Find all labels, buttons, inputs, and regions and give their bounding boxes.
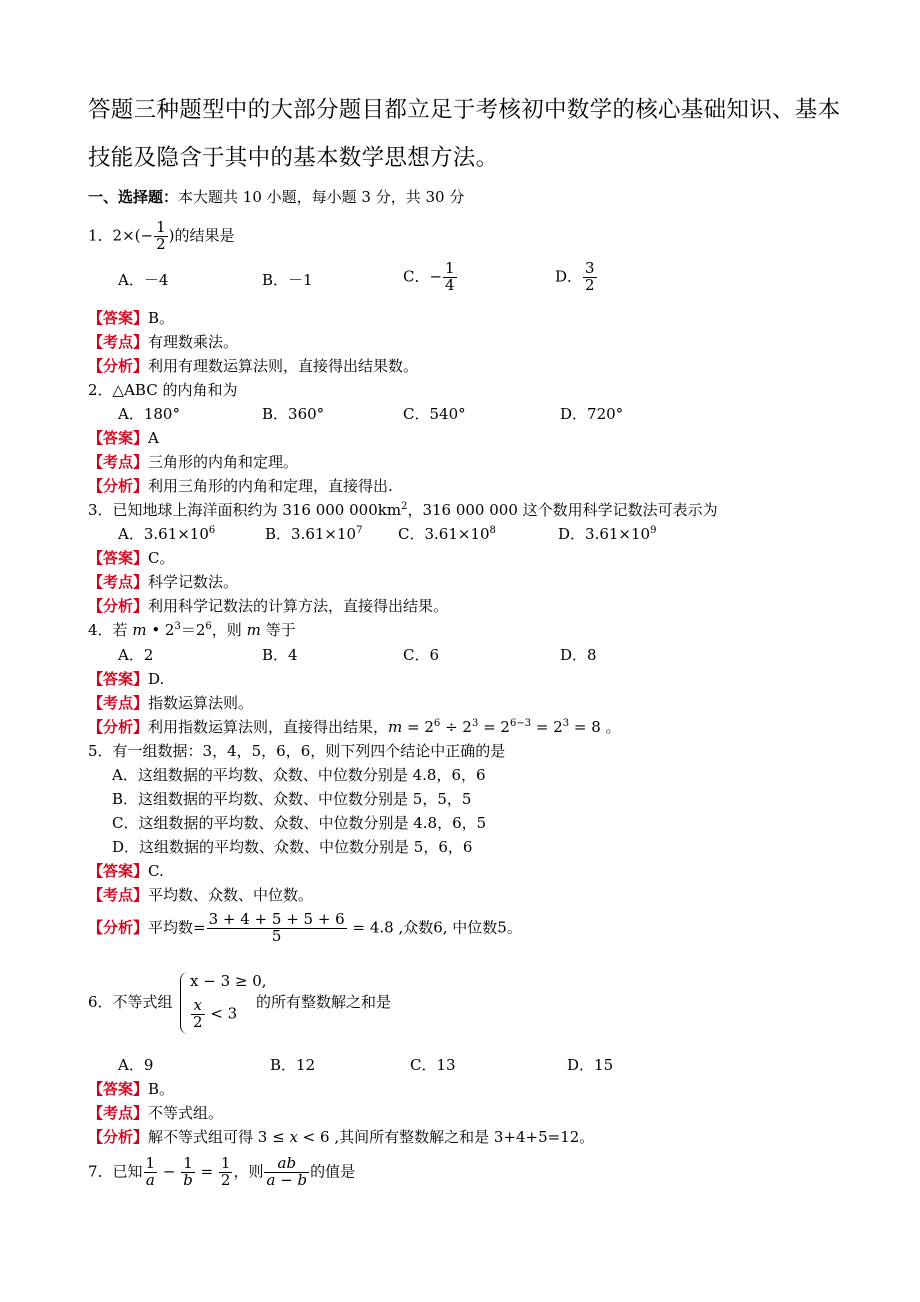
question-4-stem bbox=[88, 620, 296, 640]
q1-option-d bbox=[555, 261, 598, 294]
q5-option-a: A．这组数据的平均数、众数、中位数分别是 4.8，6，6 bbox=[112, 766, 486, 784]
point-label: 【考点】 bbox=[88, 694, 149, 712]
question-6-num: 6．不等式组 bbox=[88, 993, 173, 1011]
q5-analysis-pre: 平均数= bbox=[148, 918, 206, 937]
intro-paragraph: 答题三种题型中的大部分题目都立足于考核初中数学的核心基础知识、基本技能及隐含于其中的基本数学思想方法。 bbox=[88, 97, 841, 171]
q5-analysis bbox=[88, 912, 522, 945]
q4-point bbox=[88, 693, 253, 713]
q7-tail: 的值是 bbox=[310, 1162, 356, 1181]
question-3-stem bbox=[88, 500, 718, 520]
q4-answer-text: D. bbox=[148, 670, 165, 688]
q7-frac-1 bbox=[144, 1156, 158, 1189]
q1-c-den: 4 bbox=[445, 275, 455, 294]
q3-answer bbox=[88, 548, 175, 568]
q2-answer bbox=[88, 428, 159, 448]
q7-f4-num: ab bbox=[264, 1156, 309, 1173]
analysis-label: 【分析】 bbox=[88, 718, 149, 736]
q2-option-c: C．540° bbox=[403, 405, 466, 423]
q1-point bbox=[88, 332, 238, 352]
q3-c-sup: 8 bbox=[489, 525, 496, 536]
q1-d-fraction bbox=[583, 261, 597, 294]
q4-tail2: 等于 bbox=[260, 621, 296, 639]
q5-frac-den: 5 bbox=[271, 926, 282, 945]
q6-analysis bbox=[88, 1127, 594, 1147]
q5-point-text: 平均数、众数、中位数。 bbox=[148, 886, 314, 904]
q7-num: 7．已知 bbox=[88, 1162, 143, 1181]
q7-frac-2 bbox=[181, 1156, 195, 1189]
q1-expr-post: ) bbox=[168, 226, 175, 245]
q4-formula-div: ÷ 2 bbox=[440, 718, 472, 736]
q2-option-d: D．720° bbox=[560, 405, 624, 423]
q6-option-a: A．9 bbox=[118, 1056, 154, 1074]
section-title: 一、选择题： bbox=[88, 188, 179, 206]
answer-label: 【答案】 bbox=[88, 670, 149, 688]
q4-var-2: m bbox=[246, 621, 261, 639]
answer-label: 【答案】 bbox=[88, 1080, 149, 1098]
analysis-label: 【分析】 bbox=[88, 477, 149, 495]
q1-frac-den: 2 bbox=[156, 234, 166, 253]
q1-stem-tail: 的结果是 bbox=[174, 226, 235, 245]
analysis-label: 【分析】 bbox=[88, 918, 149, 937]
analysis-label: 【分析】 bbox=[88, 597, 149, 615]
q6-analysis-post: < 6 ,其间所有整数解之和是 3+4+5=12。 bbox=[297, 1128, 595, 1146]
q4-tail1: ，则 bbox=[211, 621, 247, 639]
point-label: 【考点】 bbox=[88, 886, 149, 904]
q1-c-num: 1 bbox=[445, 259, 455, 277]
q7-f3-num: 1 bbox=[220, 1154, 231, 1172]
question-7-stem bbox=[88, 1156, 355, 1189]
q3-point bbox=[88, 572, 238, 592]
q2-answer-text: A bbox=[148, 429, 159, 447]
section-heading bbox=[88, 187, 464, 207]
q3-a-sup: 6 bbox=[208, 525, 216, 536]
q6-system-line-1: x − 3 ≥ 0, bbox=[190, 972, 267, 990]
q2-option-a: A．180° bbox=[118, 405, 180, 423]
q5-analysis-post: = 4.8 ,众数6, 中位数5。 bbox=[347, 918, 522, 937]
q3-option-d bbox=[558, 524, 656, 544]
q1-analysis bbox=[88, 356, 418, 376]
q4-option-b: B．4 bbox=[262, 646, 298, 664]
q4-formula-lhs: m bbox=[388, 718, 403, 736]
q6-analysis-var: x bbox=[289, 1128, 298, 1146]
q7-f3-den: 2 bbox=[220, 1170, 231, 1189]
q5-frac-num: 3 + 4 + 5 + 5 + 6 bbox=[208, 910, 345, 928]
question-1-stem bbox=[88, 220, 235, 253]
q1-frac-num: 1 bbox=[156, 218, 166, 236]
point-label: 【考点】 bbox=[88, 333, 149, 351]
q1-c-pre: C．− bbox=[403, 267, 443, 286]
q4-mid: • 2 bbox=[146, 621, 175, 639]
section-desc: 本大题共 10 小题，每小题 3 分，共 30 分 bbox=[178, 188, 465, 206]
q6-answer bbox=[88, 1079, 174, 1099]
q6-sys-post: < 3 bbox=[205, 1004, 238, 1023]
q3-d-text: D．3.61×10 bbox=[558, 525, 651, 543]
q6-stem-tail: 的所有整数解之和是 bbox=[256, 993, 392, 1011]
answer-label: 【答案】 bbox=[88, 549, 149, 567]
q3-stem-sup: 2 bbox=[401, 501, 408, 512]
q3-stem-pre: 3．已知地球上海洋面积约为 316 000 000km bbox=[88, 501, 402, 519]
q1-d-den: 2 bbox=[585, 275, 595, 294]
q4-point-text: 指数运算法则。 bbox=[148, 694, 254, 712]
q4-formula-s3: 6−3 bbox=[509, 718, 532, 729]
q4-eq: ＝2 bbox=[180, 621, 206, 639]
q5-fraction bbox=[207, 912, 347, 945]
q6-sys-den: 2 bbox=[193, 1012, 203, 1031]
q3-option-c bbox=[398, 524, 496, 544]
q3-c-text: C．3.61×10 bbox=[398, 525, 490, 543]
q7-frac-4 bbox=[264, 1156, 309, 1189]
q2-point bbox=[88, 452, 298, 472]
q3-b-text: B．3.61×10 bbox=[265, 525, 357, 543]
q7-frac-3 bbox=[219, 1156, 233, 1189]
q4-analysis-text: 利用指数运算法则，直接得出结果， bbox=[148, 718, 389, 736]
point-label: 【考点】 bbox=[88, 1104, 149, 1122]
q1-answer bbox=[88, 308, 174, 328]
answer-label: 【答案】 bbox=[88, 309, 149, 327]
q4-option-c: C．6 bbox=[403, 646, 440, 664]
q2-point-text: 三角形的内角和定理。 bbox=[148, 453, 299, 471]
q1-fraction bbox=[154, 220, 168, 253]
q4-formula-s1: 6 bbox=[433, 718, 441, 729]
q1-analysis-text: 利用有理数运算法则，直接得出结果数。 bbox=[148, 357, 419, 375]
q6-sys-fraction bbox=[191, 998, 205, 1031]
q6-answer-text: B。 bbox=[148, 1080, 175, 1098]
q1-option-c bbox=[403, 261, 458, 294]
q4-option-d: D．8 bbox=[560, 646, 597, 664]
q3-answer-text: C。 bbox=[148, 549, 175, 567]
q1-point-text: 有理数乘法。 bbox=[148, 333, 239, 351]
q2-analysis-text: 利用三角形的内角和定理，直接得出. bbox=[148, 477, 393, 495]
q7-mid: ，则 bbox=[233, 1162, 264, 1181]
q5-answer bbox=[88, 861, 164, 881]
q6-option-b: B．12 bbox=[270, 1056, 316, 1074]
question-2-stem: 2．△ABC 的内角和为 bbox=[88, 381, 238, 399]
q4-formula-s2: 3 bbox=[471, 718, 479, 729]
q4-sup1: 3 bbox=[174, 621, 181, 632]
q7-f1-den: a bbox=[145, 1170, 155, 1189]
q3-option-b bbox=[265, 524, 362, 544]
q4-formula-eq2: = 2 bbox=[478, 718, 510, 736]
q5-option-b: B．这组数据的平均数、众数、中位数分别是 5，5，5 bbox=[112, 790, 472, 808]
q1-d-num: 3 bbox=[585, 259, 595, 277]
point-label: 【考点】 bbox=[88, 573, 149, 591]
q5-option-d: D．这组数据的平均数、众数、中位数分别是 5，6，6 bbox=[112, 838, 473, 856]
q6-option-d: D．15 bbox=[567, 1056, 614, 1074]
q6-sys-num: x bbox=[191, 998, 205, 1015]
q7-eq: = bbox=[195, 1162, 218, 1181]
q4-formula-s4: 3 bbox=[562, 718, 570, 729]
q5-option-c: C．这组数据的平均数、众数、中位数分别是 4.8，6，5 bbox=[112, 814, 487, 832]
q4-answer bbox=[88, 669, 164, 689]
q7-minus: − bbox=[158, 1162, 181, 1181]
q6-system-line-2 bbox=[190, 998, 237, 1031]
q3-a-text: A．3.61×10 bbox=[118, 525, 209, 543]
q1-d-pre: D． bbox=[555, 267, 583, 286]
q4-option-a: A．2 bbox=[118, 646, 154, 664]
q3-option-a bbox=[118, 524, 215, 544]
q3-point-text: 科学记数法。 bbox=[148, 573, 239, 591]
q3-b-sup: 7 bbox=[356, 525, 363, 536]
q4-formula-eq3: = 2 bbox=[531, 718, 563, 736]
q1-expr-pre: 2×(− bbox=[112, 226, 154, 245]
q1-option-a: A．－4 bbox=[118, 271, 169, 289]
q6-point bbox=[88, 1103, 223, 1123]
q4-num: 4．若 bbox=[88, 621, 133, 639]
q1-num: 1． bbox=[88, 226, 113, 245]
q1-option-b: B．－1 bbox=[262, 271, 313, 289]
q3-d-sup: 9 bbox=[650, 525, 657, 536]
q4-analysis bbox=[88, 717, 621, 737]
answer-label: 【答案】 bbox=[88, 429, 149, 447]
q2-analysis bbox=[88, 476, 393, 496]
q7-f2-den: b bbox=[183, 1170, 193, 1189]
q4-var: m bbox=[132, 621, 147, 639]
q4-formula-tail: = 8 。 bbox=[569, 718, 621, 736]
q3-analysis bbox=[88, 596, 448, 616]
point-label: 【考点】 bbox=[88, 453, 149, 471]
analysis-label: 【分析】 bbox=[88, 357, 149, 375]
q6-option-c: C．13 bbox=[410, 1056, 456, 1074]
q1-c-fraction bbox=[443, 261, 457, 294]
q7-f1-num: 1 bbox=[145, 1154, 156, 1172]
q6-analysis-pre: 解不等式组可得 3 ≤ bbox=[148, 1128, 290, 1146]
q5-point bbox=[88, 885, 313, 905]
q6-point-text: 不等式组。 bbox=[148, 1104, 224, 1122]
question-5-stem: 5．有一组数据：3，4，5，6，6，则下列四个结论中正确的是 bbox=[88, 742, 506, 760]
q1-answer-text: B。 bbox=[148, 309, 175, 327]
answer-label: 【答案】 bbox=[88, 862, 149, 880]
q7-f4-den: a − b bbox=[266, 1170, 308, 1189]
q4-formula-eq1: = 2 bbox=[402, 718, 434, 736]
analysis-label: 【分析】 bbox=[88, 1128, 149, 1146]
q4-sup2: 6 bbox=[205, 621, 212, 632]
q3-stem-post: ，316 000 000 这个数用科学记数法可表示为 bbox=[407, 501, 718, 519]
q2-option-b: B．360° bbox=[262, 405, 325, 423]
q3-analysis-text: 利用科学记数法的计算方法，直接得出结果。 bbox=[148, 597, 449, 615]
q7-f2-num: 1 bbox=[181, 1156, 195, 1173]
q5-answer-text: C. bbox=[148, 862, 164, 880]
